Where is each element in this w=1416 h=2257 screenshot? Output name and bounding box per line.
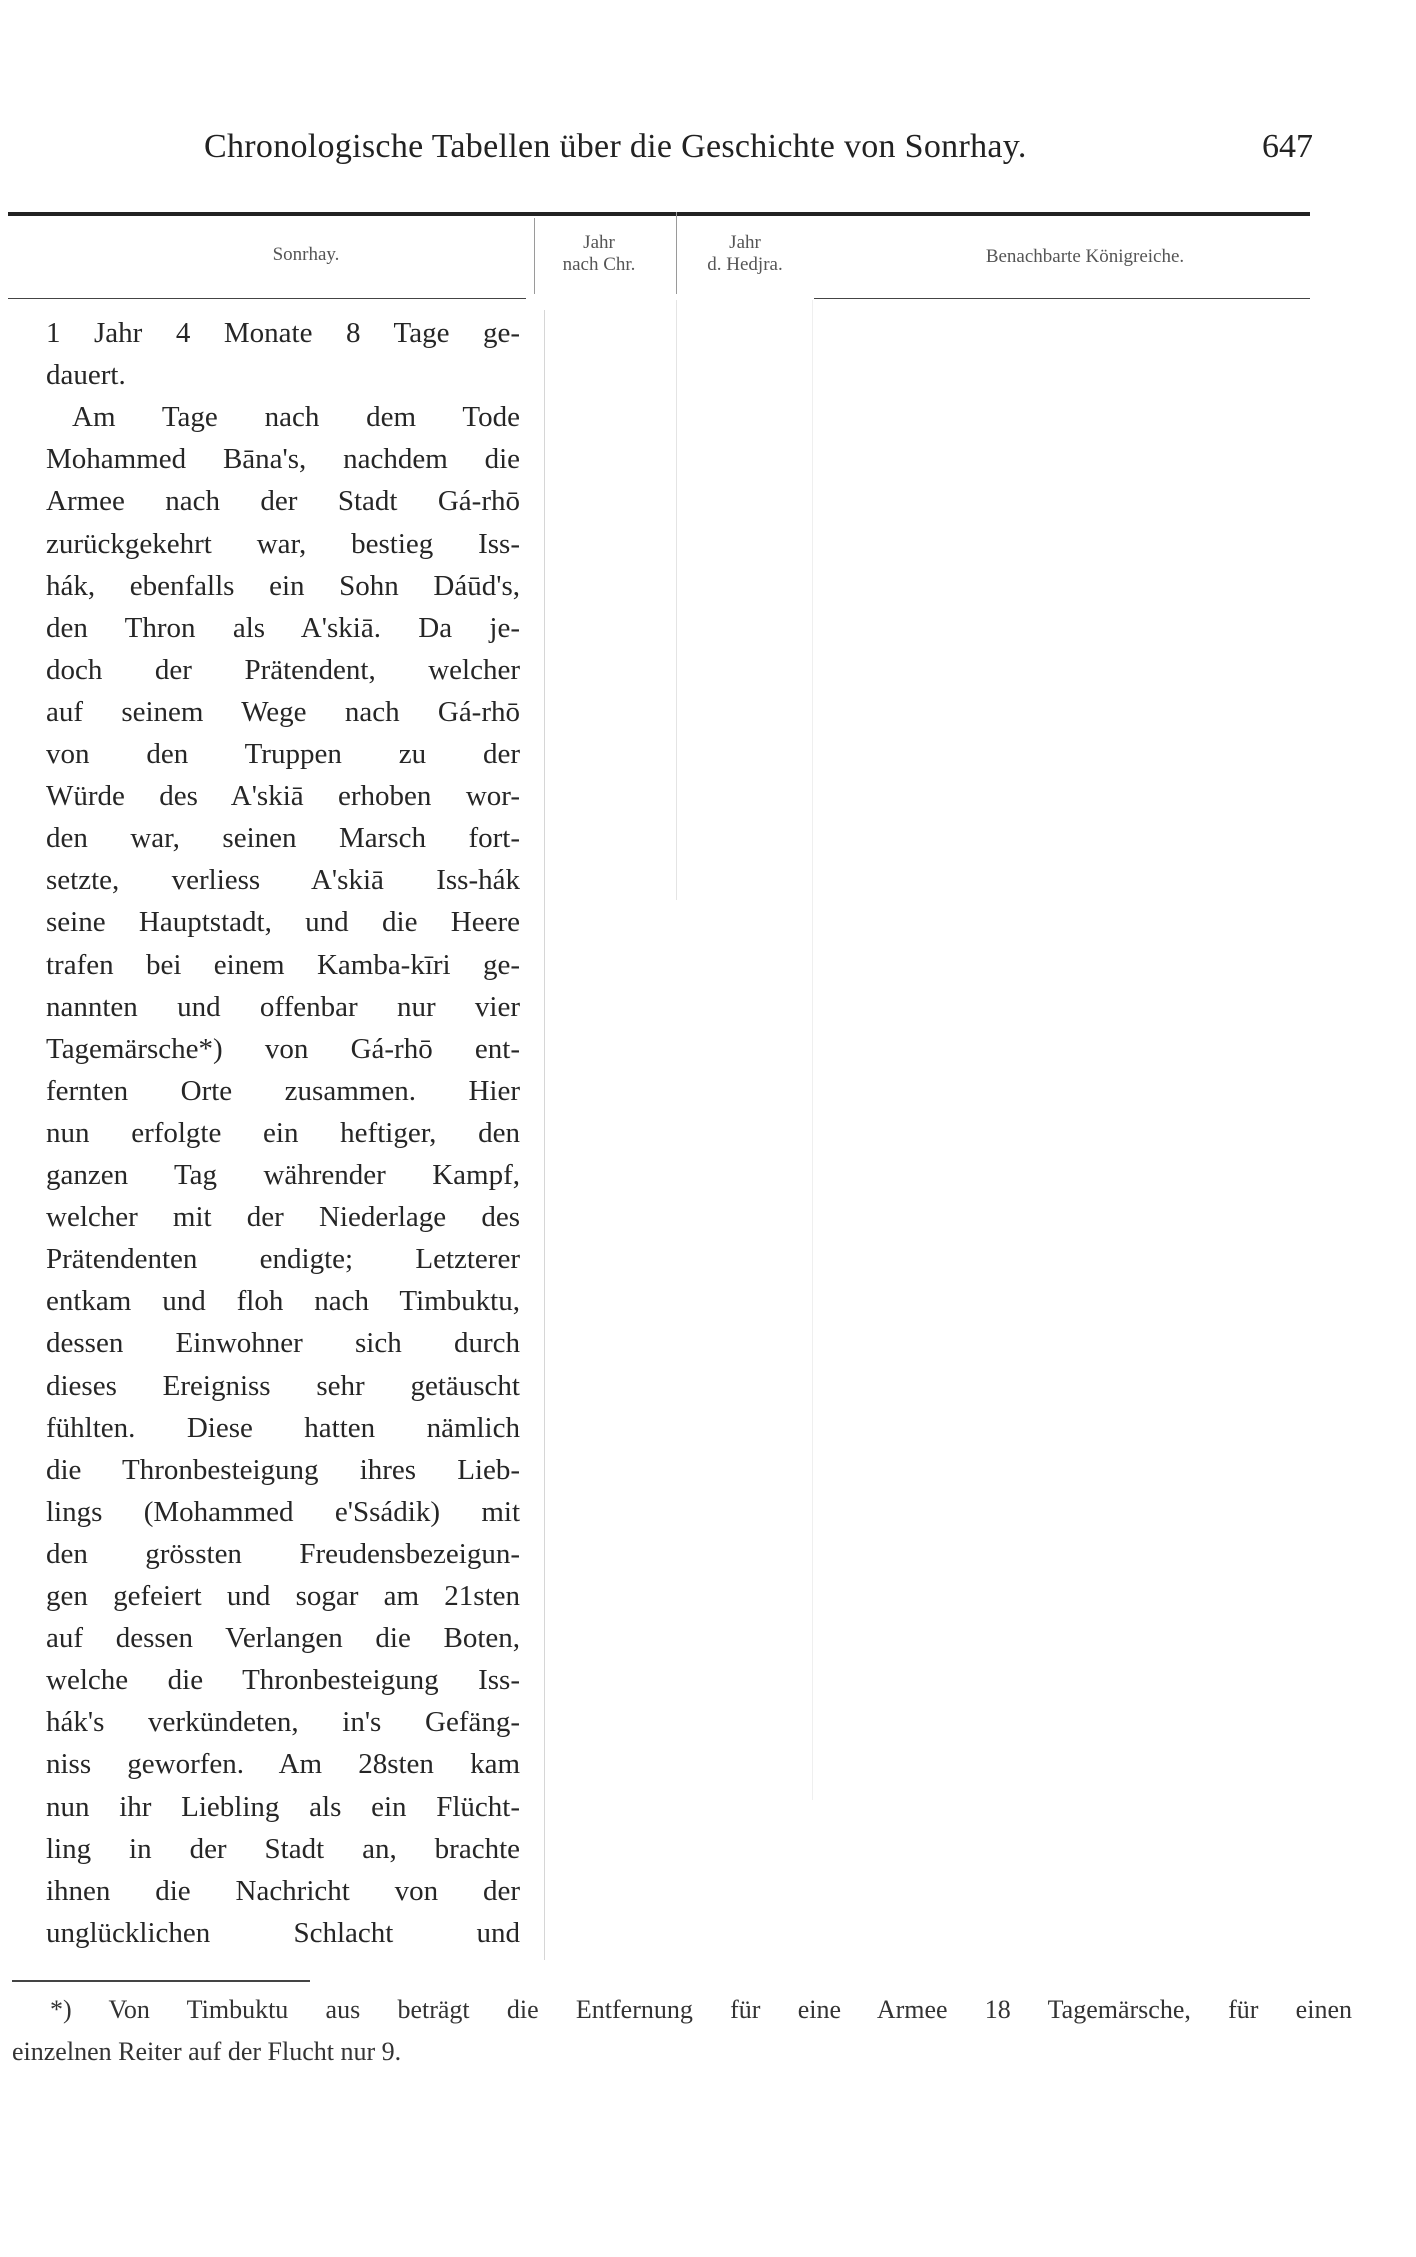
text-line: setzte, verliess A'skiā Iss-hák [46, 864, 520, 897]
header-bottom-rule [8, 298, 526, 299]
text-line: Tagemärsche*) von Gá-rhō ent- [46, 1032, 520, 1065]
running-head-title: Chronologische Tabellen über die Geschichte von Sonrhay. [204, 128, 1027, 165]
text-line: hák's verkündeten, in's Gefäng- [46, 1706, 520, 1739]
text-line: ling in der Stadt an, brachte [46, 1832, 520, 1865]
header-bottom-rule [814, 298, 1310, 299]
text-line: den Thron als A'skiā. Da je- [46, 611, 520, 644]
column-separator [676, 300, 677, 900]
text-line: den grössten Freudensbezeigun- [46, 1537, 520, 1570]
text-line: von den Truppen zu der [46, 738, 520, 770]
text-line: ihnen die Nachricht von der [46, 1874, 520, 1907]
text-line: seine Hauptstadt, und die Heere [46, 906, 520, 939]
text-line: Prätendenten endigte; Letzterer [46, 1243, 520, 1276]
text-line: hák, ebenfalls ein Sohn Dáūd's, [46, 569, 520, 602]
text-line: unglücklichen Schlacht und [46, 1916, 520, 1949]
text-line: die Thronbesteigung ihres Lieb- [46, 1453, 520, 1486]
text-line: 1 Jahr 4 Monate 8 Tage ge- [46, 317, 520, 349]
text-line: dessen Einwohner sich durch [46, 1327, 520, 1360]
text-line: doch der Prätendent, welcher [46, 653, 520, 686]
column-header-jahr-chr-line2: nach Chr. [562, 254, 636, 275]
column-header-jahr-chr [534, 232, 664, 276]
text-line: dieses Ereigniss sehr getäuscht [46, 1369, 520, 1402]
column-header-hedjra [680, 232, 810, 276]
text-line: ganzen Tag währender Kampf, [46, 1159, 520, 1191]
text-line: Am Tage nach dem Tode [72, 401, 520, 434]
text-line: nun erfolgte ein heftiger, den [46, 1116, 520, 1149]
text-line: dauert. [46, 359, 126, 392]
text-line: nun ihr Liebling als ein Flücht- [46, 1790, 520, 1823]
text-line: fernten Orte zusammen. Hier [46, 1074, 520, 1107]
text-line: Mohammed Bāna's, nachdem die [46, 443, 520, 476]
column-header-jahr-chr-line1: Jahr [583, 232, 615, 253]
column-header-hedjra-line1: Jahr [729, 232, 761, 253]
text-line: nannten und offenbar nur vier [46, 990, 520, 1023]
column-separator [544, 310, 545, 1960]
column-header-sonrhay: Sonrhay. [272, 244, 340, 265]
text-line: niss geworfen. Am 28sten kam [46, 1748, 520, 1781]
footnote-rule [12, 1980, 310, 1982]
column-header-neighbors: Benachbarte Königreiche. [985, 246, 1185, 267]
text-line: fühlten. Diese hatten nämlich [46, 1411, 520, 1444]
footnote-line: *) Von Timbuktu aus beträgt die Entfernung für eine Armee 18 Tagemärsche, für einen [50, 1995, 1352, 2024]
text-line: gen gefeiert und sogar am 21sten [46, 1580, 520, 1612]
header-rule [8, 212, 1310, 216]
column-separator [812, 300, 813, 1800]
text-line: lings (Mohammed e'Ssádik) mit [46, 1495, 520, 1528]
text-line: Würde des A'skiā erhoben wor- [46, 780, 520, 813]
text-line: welcher mit der Niederlage des [46, 1201, 520, 1234]
text-line: den war, seinen Marsch fort- [46, 822, 520, 855]
page-number: 647 [1262, 128, 1313, 165]
text-line: welche die Thronbesteigung Iss- [46, 1664, 520, 1697]
footnote-line: einzelnen Reiter auf der Flucht nur 9. [12, 2037, 402, 2066]
text-line: auf seinem Wege nach Gá-rhō [46, 695, 520, 728]
text-line: entkam und floh nach Timbuktu, [46, 1285, 520, 1318]
column-header-hedjra-line2: d. Hedjra. [707, 254, 783, 275]
text-line: Armee nach der Stadt Gá-rhō [46, 485, 520, 518]
text-line: trafen bei einem Kamba-kīri ge- [46, 948, 520, 981]
column-separator [676, 212, 677, 294]
text-line: auf dessen Verlangen die Boten, [46, 1622, 520, 1655]
text-line: zurückgekehrt war, bestieg Iss- [46, 527, 520, 560]
